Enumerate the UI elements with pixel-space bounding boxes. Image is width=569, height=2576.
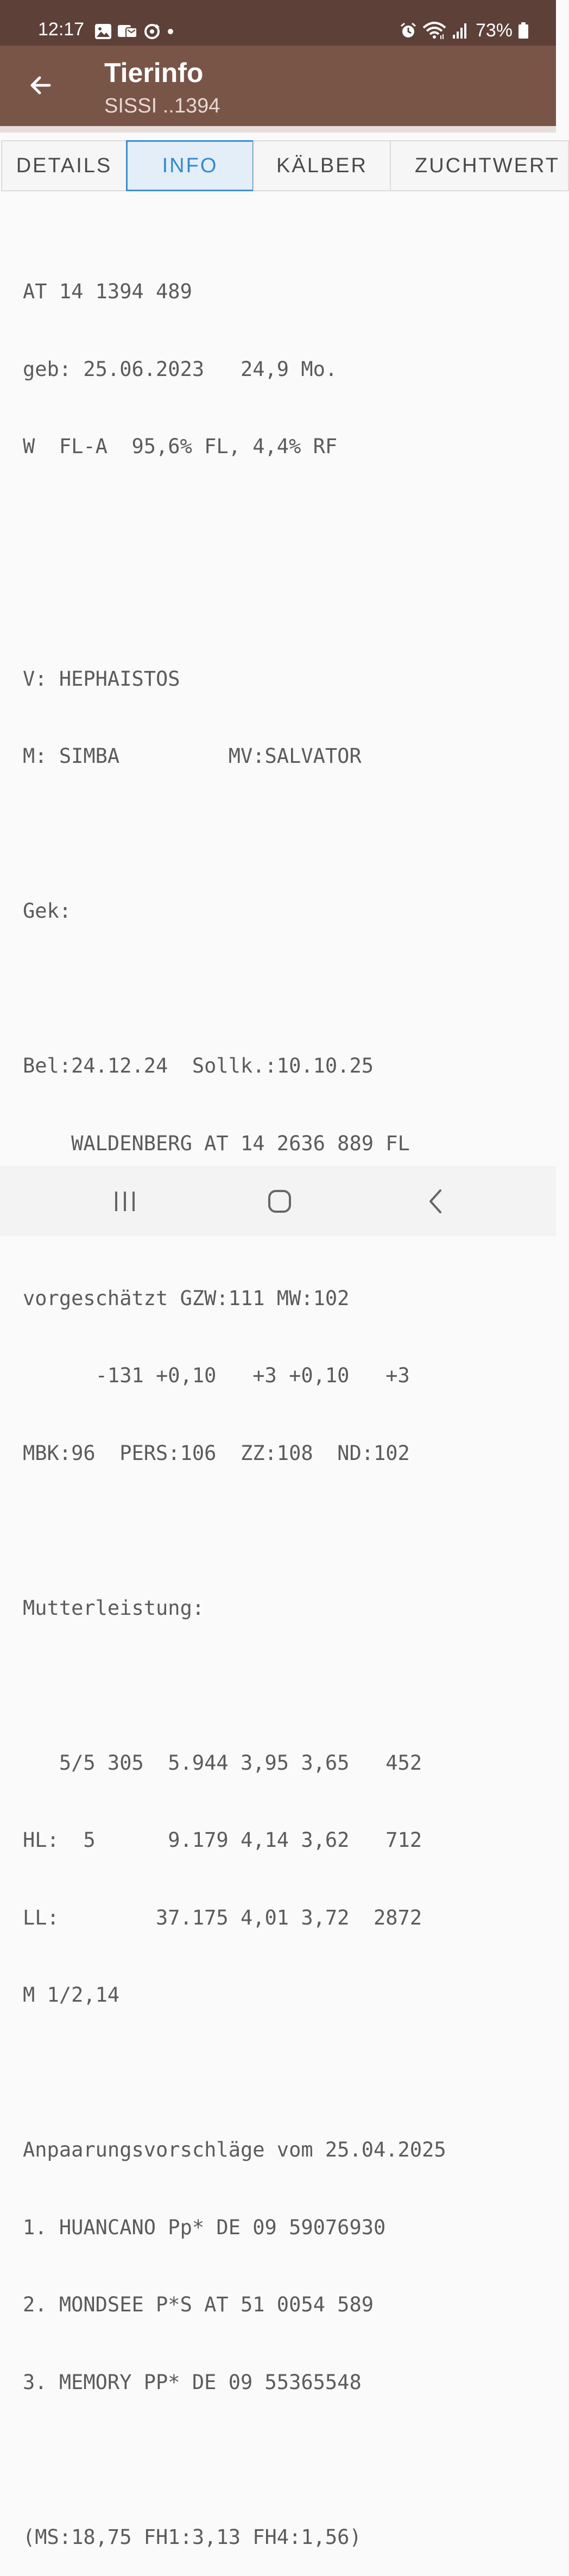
dot-icon — [166, 27, 175, 36]
home-icon — [267, 1189, 292, 1214]
tab-details[interactable] — [1, 140, 127, 191]
sync-icon — [143, 23, 161, 40]
info-line: M 1/2,14 — [23, 1983, 120, 2007]
back-icon — [425, 1188, 447, 1214]
info-line: Anpaarungsvorschläge vom 25.04.2025 — [23, 2138, 446, 2161]
alarm-icon — [400, 22, 417, 39]
info-line — [23, 976, 544, 1002]
info-line — [23, 1672, 544, 1698]
info-line: 1. HUANCANO Pp* DE 09 59076930 — [23, 2215, 386, 2239]
signal-icon — [452, 22, 468, 39]
back-button[interactable] — [24, 68, 58, 102]
info-line: -131 +0,10 +3 +0,10 +3 — [23, 1364, 410, 1387]
info-line: vorgeschätzt GZW:111 MW:102 — [23, 1286, 350, 1310]
info-line — [23, 588, 544, 615]
info-line: Bel:24.12.24 Sollk.:10.10.25 — [23, 1054, 374, 1077]
nav-back-button[interactable] — [417, 1182, 455, 1220]
arrow-back-icon — [28, 72, 54, 98]
info-line: AT 14 1394 489 — [23, 280, 192, 303]
status-bar — [0, 0, 556, 46]
tab-label: DETAILS — [16, 154, 112, 177]
recent-apps-button[interactable] — [106, 1182, 144, 1220]
info-line: (MS:18,75 FH1:3,13 FH4:1,56) — [23, 2525, 362, 2549]
messenger-icon — [117, 23, 138, 40]
info-line — [23, 1518, 544, 1544]
tab-info[interactable] — [126, 140, 254, 191]
info-line — [23, 821, 544, 847]
recent-apps-icon — [112, 1189, 138, 1213]
info-line: LL: 37.175 4,01 3,72 2872 — [23, 1906, 422, 1929]
info-line: W FL-A 95,6% FL, 4,4% RF — [23, 435, 338, 458]
info-line: MBK:96 PERS:106 ZZ:108 ND:102 — [23, 1441, 410, 1465]
tab-label: ZUCHTWERT — [415, 154, 560, 177]
tab-kaelber[interactable] — [253, 140, 391, 191]
info-line — [23, 2447, 544, 2473]
battery-icon — [518, 22, 529, 39]
info-line — [23, 511, 544, 537]
info-text — [23, 227, 544, 2576]
info-line — [23, 2060, 544, 2086]
info-line: WALDENBERG AT 14 2636 889 FL — [23, 1131, 410, 1155]
app-bar — [0, 46, 556, 126]
info-line: 2. MONDSEE P*S AT 51 0054 589 — [23, 2293, 374, 2316]
image-icon — [94, 23, 112, 40]
info-line: 3. MEMORY PP* DE 09 55365548 — [23, 2370, 362, 2394]
info-line: M: SIMBA MV:SALVATOR — [23, 744, 362, 768]
tab-bar — [0, 140, 560, 193]
info-line: V: HEPHAISTOS — [23, 667, 180, 691]
info-line: geb: 25.06.2023 24,9 Mo. — [23, 357, 338, 381]
status-time: 12:17 — [38, 19, 85, 40]
info-line: HL: 5 9.179 4,14 3,62 712 — [23, 1828, 422, 1852]
info-line: Mutterleistung: — [23, 1596, 205, 1620]
notification-icons — [94, 22, 175, 41]
wifi-icon — [422, 21, 446, 40]
battery-percent: 73% — [475, 20, 513, 41]
tab-label: INFO — [162, 154, 218, 177]
system-nav-bar — [0, 1166, 556, 1236]
page-subtitle: SISSI ..1394 — [104, 95, 220, 117]
page-title: Tierinfo — [104, 58, 204, 88]
info-line: Gek: — [23, 899, 72, 923]
tab-zuchtwert[interactable] — [390, 140, 569, 191]
home-button[interactable] — [261, 1182, 299, 1220]
app-bar-divider — [0, 126, 556, 133]
tab-label: KÄLBER — [276, 154, 368, 177]
system-icons — [400, 20, 529, 41]
info-line: 5/5 305 5.944 3,95 3,65 452 — [23, 1751, 422, 1775]
